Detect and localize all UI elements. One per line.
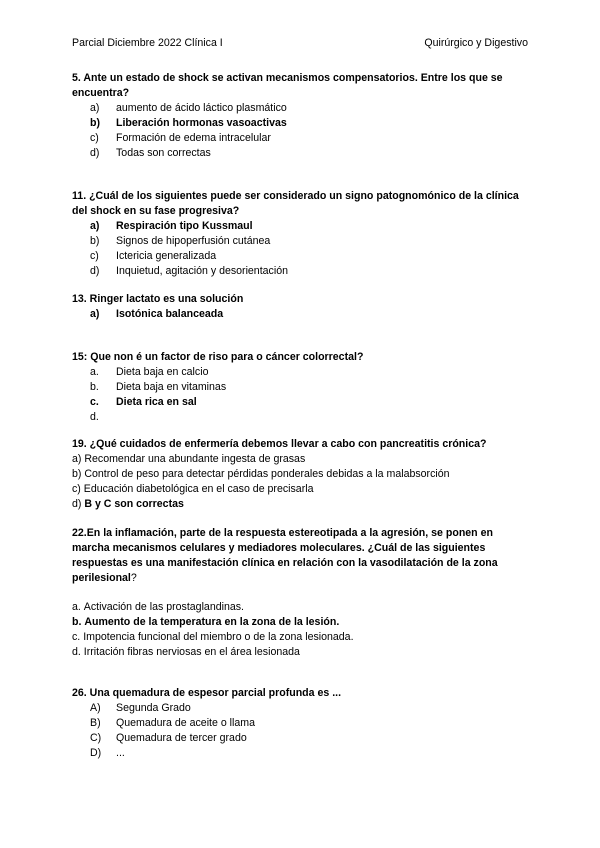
option-d: d) Todas son correctas — [90, 147, 211, 159]
option-a: A) Segunda Grado — [90, 702, 191, 714]
option-d: D) ... — [90, 747, 125, 759]
question-19 — [72, 437, 532, 512]
option-c: c. Impotencia funcional del miembro o de la zona lesionada. — [72, 631, 354, 643]
question-stem: 22.En la inflamación, parte de la respuesta estereotipada a la agresión, se ponen en marcha mecanismos celulares y mediadores moleculares. ¿Cuál de las siguientes respuestas es una manifestación clínica en relación con la vasodilatación de la zona perilesional? — [72, 527, 498, 584]
option-b: b. Dieta baja en vitaminas — [90, 381, 227, 393]
option-d-correct: d) B y C son correctas — [72, 498, 184, 510]
question-stem: 26. Una quemadura de espesor parcial profunda es ... — [72, 687, 342, 699]
header-left: Parcial Diciembre 2022 Clínica I — [72, 37, 223, 49]
question-26 — [72, 686, 532, 761]
option-a: a. Dieta baja en calcio — [90, 366, 209, 378]
question-stem: 15: Que non é un factor de riso para o cáncer colorrectal? — [72, 351, 364, 363]
option-a: a) aumento de ácido láctico plasmático — [90, 102, 287, 114]
option-a: a. Activación de las prostaglandinas. — [72, 601, 244, 613]
option-b: B) Quemadura de aceite o llama — [90, 717, 255, 729]
option-a-correct: a) Respiración tipo Kussmaul — [90, 220, 253, 232]
page-header — [72, 37, 528, 49]
option-a: a) Recomendar una abundante ingesta de grasas — [72, 453, 306, 465]
option-b-correct: b. Aumento de la temperatura en la zona de la lesión. — [72, 616, 340, 628]
question-13 — [72, 292, 532, 322]
question-15 — [72, 350, 532, 425]
option-a-correct: a) Isotónica balanceada — [90, 308, 224, 320]
option-d: d) Inquietud, agitación y desorientación — [90, 265, 288, 277]
option-c: C) Quemadura de tercer grado — [90, 732, 247, 744]
question-22 — [72, 526, 532, 660]
question-stem: 13. Ringer lactato es una solución — [72, 293, 244, 305]
question-11 — [72, 189, 532, 279]
header-right: Quirúrgico y Digestivo — [424, 37, 528, 49]
option-c-correct: c. Dieta rica en sal — [90, 396, 197, 408]
question-stem: 11. ¿Cuál de los siguientes puede ser considerado un signo patognomónico de la clínica del shock en su fase progresiva? — [72, 190, 519, 217]
option-d: d. — [90, 411, 99, 423]
option-b: b) Signos de hipoperfusión cutánea — [90, 235, 271, 247]
option-c: c) Educación diabetológica en el caso de precisarla — [72, 483, 314, 495]
option-b-correct: b) Liberación hormonas vasoactivas — [90, 117, 287, 129]
option-b: b) Control de peso para detectar pérdidas ponderales debidas a la malabsorción — [72, 468, 450, 480]
question-stem: 5. Ante un estado de shock se activan mecanismos compensatorios. Entre los que se encuentra? — [72, 72, 503, 99]
question-5 — [72, 71, 532, 161]
option-c: c) Formación de edema intracelular — [90, 132, 271, 144]
option-c: c) Ictericia generalizada — [90, 250, 217, 262]
option-d: d. Irritación fibras nerviosas en el área lesionada — [72, 646, 300, 658]
question-stem: 19. ¿Qué cuidados de enfermería debemos llevar a cabo con pancreatitis crónica? — [72, 438, 487, 450]
